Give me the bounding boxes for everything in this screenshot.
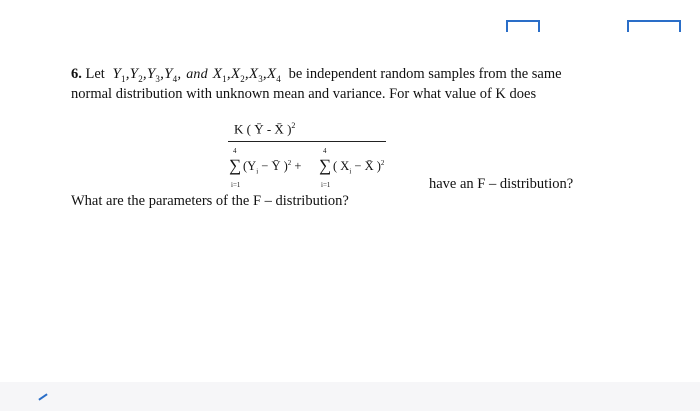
sum-lower-limit-1: i=1 [231, 181, 241, 189]
formula-denominator [228, 147, 403, 191]
question-text: What are the parameters of the F – distribution? [71, 193, 349, 209]
formula-numerator: K ( Ȳ - X̄ )$^2$ [234, 121, 296, 137]
denominator-term-2: ( $X_i$ − X̄ )$^2$ [333, 159, 385, 176]
window-icon[interactable] [627, 20, 681, 32]
fraction-bar [228, 141, 386, 142]
formula-tail-text: have an F – distribution? [429, 176, 574, 192]
sum-upper-limit-2: 4 [323, 147, 327, 155]
sum-upper-limit-1: 4 [233, 147, 237, 155]
sum-symbol-1: ∑ [229, 156, 242, 175]
let-word: Let [85, 66, 105, 82]
problem-line-2: normal distribution with unknown mean and variance. For what value of K does [71, 86, 537, 102]
line1-text: be independent random samples from the same [288, 66, 562, 82]
sum-lower-limit-2: i=1 [321, 181, 331, 189]
denominator-term-1: ($Y_i$ − Ȳ )$^2$ + [243, 159, 302, 176]
problem-number: 6. [71, 66, 82, 82]
sample-variables: $Y_1,Y_2,Y_3,Y_4$, and $X_1,X_2,X_3,X_4$ [112, 66, 281, 84]
bottom-toolbar [0, 382, 700, 411]
sum-symbol-2: ∑ [319, 156, 332, 175]
document-icon[interactable] [506, 20, 540, 32]
problem-line-1 [71, 66, 562, 84]
